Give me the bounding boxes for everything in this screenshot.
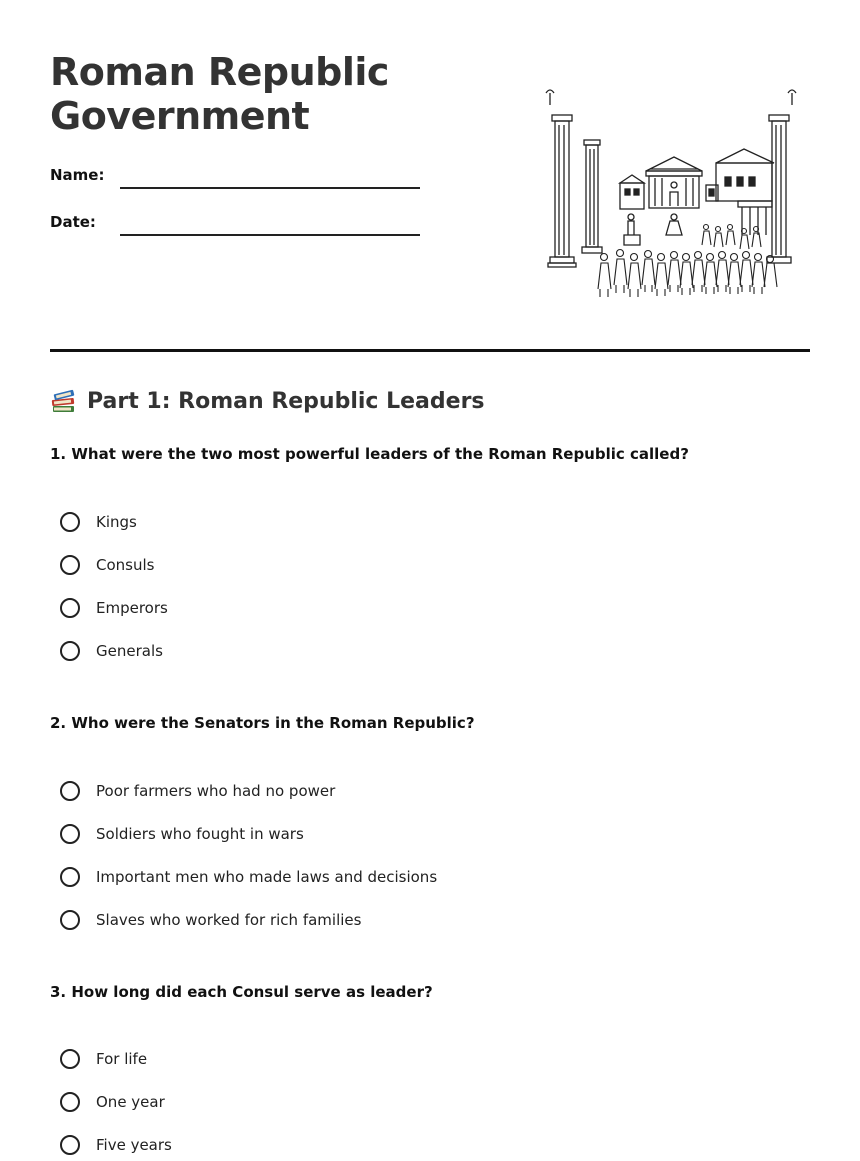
question-1: 1. What were the two most powerful leaders of the Roman Republic called? xyxy=(50,445,689,463)
radio-button[interactable] xyxy=(60,598,80,618)
date-field[interactable] xyxy=(120,234,420,236)
q1-option-2[interactable] xyxy=(60,552,154,578)
q1-option-1[interactable] xyxy=(60,509,137,535)
radio-button[interactable] xyxy=(60,1135,80,1155)
radio-button[interactable] xyxy=(60,910,80,930)
q3-option-3[interactable] xyxy=(60,1132,172,1158)
option-label: Emperors xyxy=(96,599,168,617)
question-3: 3. How long did each Consul serve as leader? xyxy=(50,983,433,1001)
option-label: Kings xyxy=(96,513,137,531)
option-label: One year xyxy=(96,1093,165,1111)
q1-option-3[interactable] xyxy=(60,595,168,621)
section-heading xyxy=(50,388,485,415)
option-label: Consuls xyxy=(96,556,155,574)
radio-button[interactable] xyxy=(60,555,80,575)
q2-option-4[interactable] xyxy=(60,907,361,933)
radio-button[interactable] xyxy=(60,781,80,801)
radio-button[interactable] xyxy=(60,1049,80,1069)
books-icon xyxy=(50,388,77,415)
q1-option-4[interactable] xyxy=(60,638,163,664)
option-label: Poor farmers who had no power xyxy=(96,782,336,800)
option-label: Generals xyxy=(96,642,163,660)
name-field[interactable] xyxy=(120,187,420,189)
name-label: Name: xyxy=(50,166,105,184)
option-label: For life xyxy=(96,1050,148,1068)
option-label: Five years xyxy=(96,1136,172,1154)
option-label: Important men who made laws and decisions xyxy=(96,868,438,886)
page-title xyxy=(50,50,389,138)
radio-button[interactable] xyxy=(60,641,80,661)
question-2: 2. Who were the Senators in the Roman Republic? xyxy=(50,714,475,732)
q2-option-3[interactable] xyxy=(60,864,437,890)
q3-option-2[interactable] xyxy=(60,1089,165,1115)
q2-option-1[interactable] xyxy=(60,778,335,804)
radio-button[interactable] xyxy=(60,824,80,844)
section-divider xyxy=(50,349,810,352)
roman-forum-illustration xyxy=(540,85,802,307)
option-label: Slaves who worked for rich families xyxy=(96,911,362,929)
date-label: Date: xyxy=(50,213,96,231)
section-title-text: Part 1: Roman Republic Leaders xyxy=(87,389,485,414)
q3-option-1[interactable] xyxy=(60,1046,147,1072)
radio-button[interactable] xyxy=(60,1092,80,1112)
radio-button[interactable] xyxy=(60,867,80,887)
option-label: Soldiers who fought in wars xyxy=(96,825,304,843)
q2-option-2[interactable] xyxy=(60,821,304,847)
radio-button[interactable] xyxy=(60,512,80,532)
title-line-1: Roman Republic xyxy=(50,50,389,94)
title-line-2: Government xyxy=(50,94,310,138)
